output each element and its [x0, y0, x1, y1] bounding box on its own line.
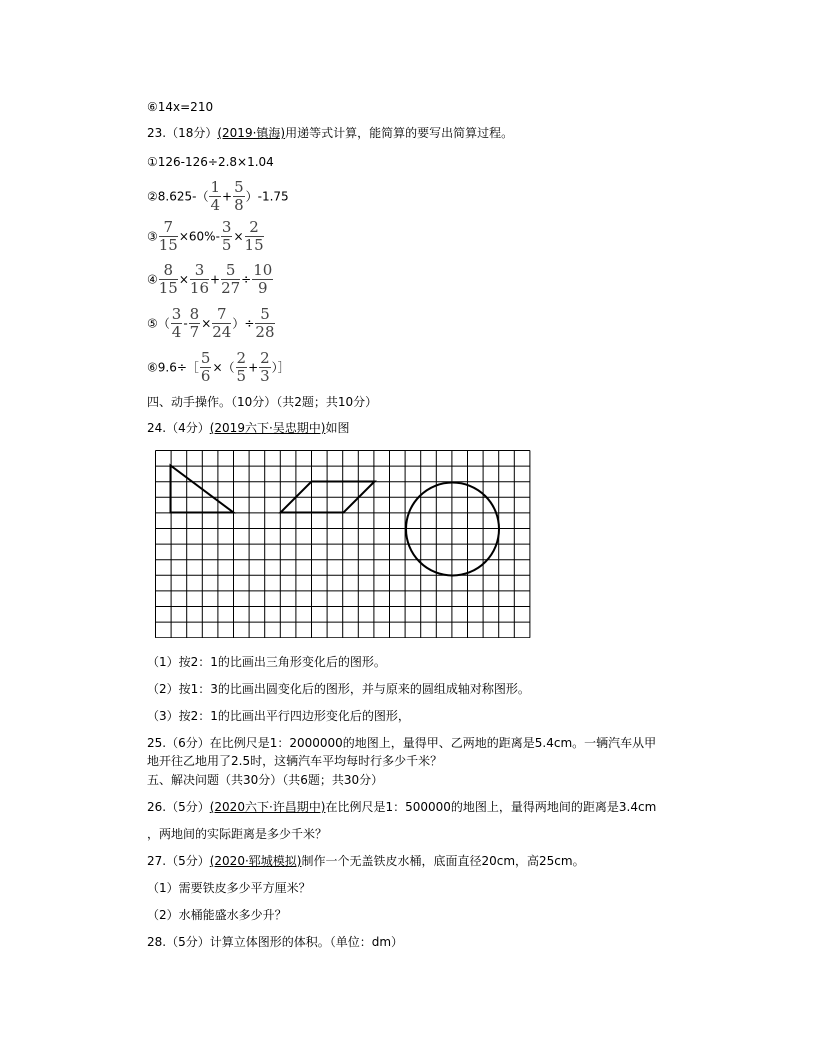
e6-op2: + — [248, 360, 259, 375]
section-4-heading: 四、动手操作。（10分）（共2题；共10分） — [147, 395, 378, 409]
q27-prefix: 27.（5分） — [147, 854, 210, 868]
e4-op2: + — [210, 272, 221, 287]
q24-text: 如图 — [325, 421, 350, 435]
question-23 — [147, 125, 513, 141]
q24-part-3: （3）按2：1的比画出平行四边形变化后的图形， — [147, 709, 410, 723]
question-26 — [147, 799, 656, 815]
grid-figure — [155, 450, 532, 638]
fraction-e3b: $\frac{3}{5}$ — [221, 218, 232, 254]
q24-part-2: （2）按1：3的比画出圆变化后的图形，并与原来的圆组成轴对称图形。 — [147, 682, 530, 696]
e2-op: + — [222, 189, 233, 204]
q23-prefix: 23.（18分） — [147, 126, 218, 140]
expression-3 — [147, 218, 265, 254]
section-5-heading: 五、解决问题（共30分）（共6题；共30分） — [147, 773, 384, 787]
fraction-e5b: $\frac{8}{7}$ — [189, 305, 200, 341]
q27-text: 制作一个无盖铁皮水桶，底面直径20cm，高25cm。 — [301, 854, 585, 868]
fraction-e3a: $\frac{7}{15}$ — [158, 218, 178, 254]
e4-op1: × — [178, 272, 189, 287]
e6-post: ）］ — [271, 360, 290, 375]
q26-text: 在比例尺是1：500000的地图上，量得两地间的距离是3.4cm — [325, 800, 657, 814]
question-27 — [147, 853, 585, 869]
expression-2 — [147, 178, 289, 214]
fraction-e5c: $\frac{7}{24}$ — [212, 305, 232, 341]
q24-prefix: 24.（4分） — [147, 421, 210, 435]
e5-op2: × — [201, 316, 212, 331]
equation-14x: ⑥14x=210 — [147, 100, 214, 114]
fraction-e6a: $\frac{5}{6}$ — [200, 349, 211, 385]
fraction-e4c: $\frac{5}{27}$ — [221, 261, 241, 297]
question-25-line-1: 25.（6分）在比例尺是1：2000000的地图上，量得甲、乙两地的距离是5.4cm。一辆汽车从甲 — [147, 736, 657, 750]
e3-pre: ③ — [147, 229, 158, 244]
e2-post: ）-1.75 — [245, 189, 289, 204]
q27-part-2: （2）水桶能盛水多少升？ — [147, 908, 287, 922]
question-26-line-2: ，两地间的实际距离是多少千米？ — [147, 827, 328, 841]
e4-pre: ④ — [147, 272, 158, 287]
e6-pre: ⑥9.6÷［ — [147, 360, 199, 375]
expression-1: ①126-126÷2.8×1.04 — [147, 155, 274, 169]
q24-part-1: （1）按2：1的比画出三角形变化后的图形。 — [147, 655, 386, 669]
fraction-e4a: $\frac{8}{15}$ — [158, 261, 178, 297]
expression-4 — [147, 261, 274, 297]
e3-op: × — [233, 229, 244, 244]
fraction-e2a: $\frac{1}{4}$ — [210, 178, 220, 214]
fraction-e3c: $\frac{2}{15}$ — [244, 218, 264, 254]
e3-mid: ×60%- — [178, 229, 220, 244]
question-25-line-2: 地开往乙地用了2.5时，这辆汽车平均每时行多少千米？ — [147, 754, 443, 768]
q26-source-link[interactable]: (2020六下·许昌期中) — [209, 800, 326, 814]
e2-pre: ②8.625-（ — [147, 189, 209, 204]
fraction-e5d: $\frac{5}{28}$ — [255, 305, 275, 341]
fraction-e6c: $\frac{2}{3}$ — [260, 349, 270, 385]
q26-prefix: 26.（5分） — [147, 800, 210, 814]
fraction-e5a: $\frac{3}{4}$ — [171, 305, 182, 341]
e4-op3: ÷ — [241, 272, 252, 287]
expression-5 — [147, 305, 276, 341]
q23-text: 用递等式计算，能简算的要写出简算过程。 — [285, 126, 514, 140]
fraction-e4d: $\frac{10}{9}$ — [253, 261, 273, 297]
expression-6 — [147, 349, 290, 385]
fraction-e2b: $\frac{5}{8}$ — [234, 178, 244, 214]
q27-part-1: （1）需要铁皮多少平方厘米？ — [147, 881, 311, 895]
fraction-e4b: $\frac{3}{16}$ — [189, 261, 210, 297]
question-24 — [147, 420, 349, 436]
fraction-e6b: $\frac{2}{5}$ — [236, 349, 247, 385]
question-28: 28.（5分）计算立体图形的体积。（单位：dm） — [147, 935, 404, 949]
grid-lines — [156, 451, 530, 638]
e5-pre: ⑤（ — [147, 316, 170, 331]
q27-source-link[interactable]: (2020·郓城模拟) — [209, 854, 302, 868]
e6-op1: ×（ — [212, 360, 235, 375]
q23-source-link[interactable]: (2019·镇海) — [217, 126, 286, 140]
e5-op1: - — [183, 316, 188, 331]
e5-post: ）÷ — [232, 316, 255, 331]
q24-source-link[interactable]: (2019六下·吴忠期中) — [209, 421, 326, 435]
